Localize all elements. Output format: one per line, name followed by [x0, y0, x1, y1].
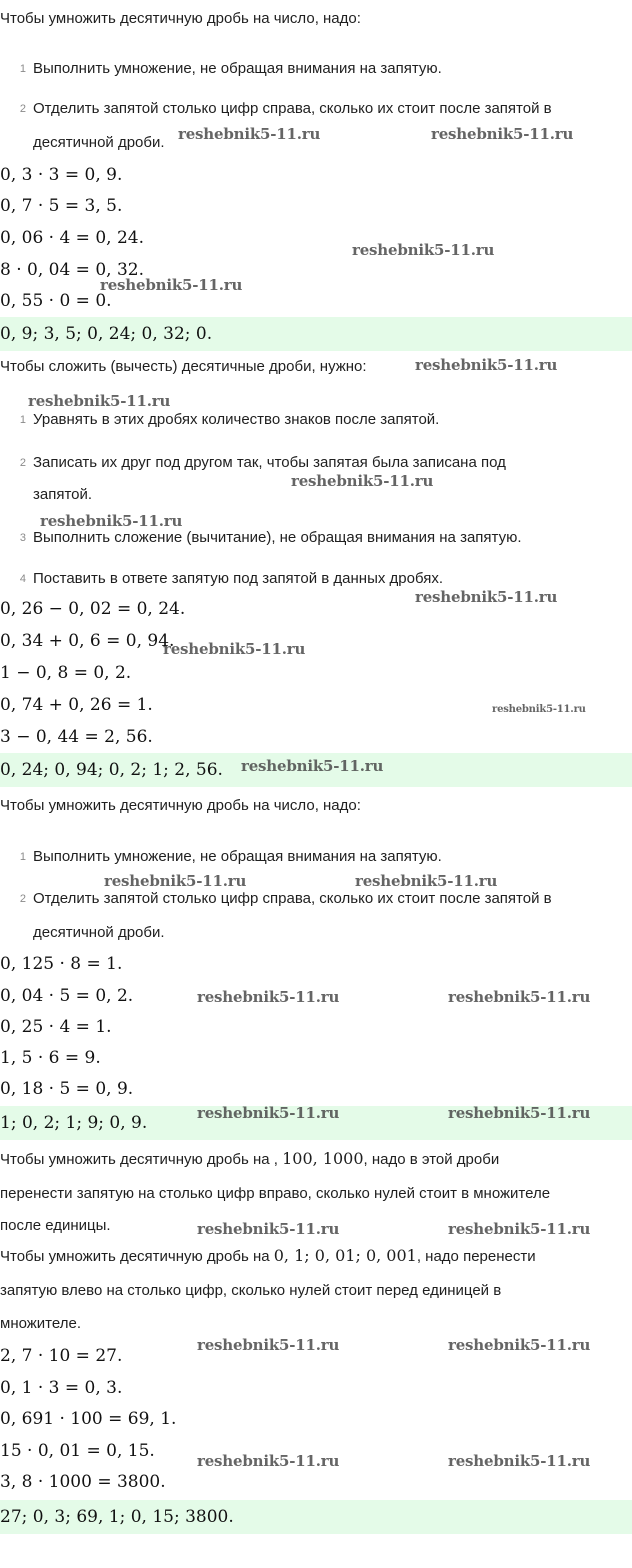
- equation: 0, 26 − 0, 02 = 0, 24.: [0, 599, 186, 619]
- list-number: 1: [19, 63, 26, 75]
- rule-text-part: Чтобы умножить десятичную дробь на ,: [0, 1151, 283, 1168]
- equation: 15 · 0, 01 = 0, 15.: [0, 1441, 155, 1461]
- equation: 0, 55 · 0 = 0.: [0, 291, 112, 311]
- watermark: reshebnik5-11.ru: [431, 125, 574, 143]
- list-number: 2: [19, 457, 26, 469]
- rule-text: множителе.: [0, 1315, 81, 1332]
- rule-text: [0, 1246, 536, 1267]
- watermark: reshebnik5-11.ru: [352, 241, 495, 259]
- watermark: reshebnik5-11.ru: [492, 704, 586, 715]
- equation: 0, 691 · 100 = 69, 1.: [0, 1409, 177, 1429]
- watermark: reshebnik5-11.ru: [163, 640, 306, 658]
- rule-text: [0, 1149, 499, 1170]
- equation: 0, 06 · 4 = 0, 24.: [0, 228, 144, 248]
- answer-text: 0, 24; 0, 94; 0, 2; 1; 2, 56.: [0, 760, 223, 780]
- rule-text-part: , надо в этой дроби: [363, 1151, 500, 1168]
- list-item: Поставить в ответе запятую под запятой в данных дробях.: [33, 570, 444, 587]
- equation: 1 − 0, 8 = 0, 2.: [0, 663, 132, 683]
- watermark: reshebnik5-11.ru: [178, 125, 321, 143]
- rule-text: перенести запятую на столько цифр вправо, сколько нулей стоит в множителе: [0, 1185, 551, 1202]
- answer-box: [0, 317, 632, 351]
- equation: 1, 5 · 6 = 9.: [0, 1048, 101, 1068]
- answer-box: [0, 1500, 632, 1534]
- list-item: Выполнить умножение, не обращая внимания на запятую.: [33, 848, 442, 865]
- watermark: reshebnik5-11.ru: [104, 872, 247, 890]
- list-number: 2: [19, 103, 26, 115]
- rule-text: запятую влево на столько цифр, сколько нулей стоит перед единицей в: [0, 1282, 502, 1299]
- equation: 3 − 0, 44 = 2, 56.: [0, 727, 153, 747]
- rule-math: 100, 1000: [282, 1149, 364, 1168]
- list-item: Выполнить умножение, не обращая внимания на запятую.: [33, 60, 442, 77]
- list-item-continued: десятичной дроби.: [33, 924, 165, 941]
- rule-text-part: Чтобы умножить десятичную дробь на: [0, 1248, 274, 1265]
- equation: 2, 7 · 10 = 27.: [0, 1346, 123, 1366]
- equation: 0, 04 · 5 = 0, 2.: [0, 986, 134, 1006]
- list-number: 1: [19, 414, 26, 426]
- equation: 0, 125 · 8 = 1.: [0, 954, 123, 974]
- rule-text: Чтобы умножить десятичную дробь на число, надо:: [0, 10, 361, 27]
- list-number: 3: [19, 532, 26, 544]
- equation: 0, 34 + 0, 6 = 0, 94.: [0, 631, 175, 651]
- answer-text: 1; 0, 2; 1; 9; 0, 9.: [0, 1113, 148, 1133]
- answer-text: 27; 0, 3; 69, 1; 0, 15; 3800.: [0, 1507, 234, 1527]
- watermark: reshebnik5-11.ru: [448, 1220, 591, 1238]
- watermark: reshebnik5-11.ru: [448, 988, 591, 1006]
- list-number: 4: [19, 573, 26, 585]
- list-item-continued: десятичной дроби.: [33, 134, 165, 151]
- list-item: Выполнить сложение (вычитание), не обращая внимания на запятую.: [33, 529, 522, 546]
- watermark: reshebnik5-11.ru: [197, 988, 340, 1006]
- rule-text: Чтобы умножить десятичную дробь на число, надо:: [0, 797, 361, 814]
- rule-text: после единицы.: [0, 1217, 111, 1234]
- list-item: Записать их друг под другом так, чтобы запятая была записана под: [33, 454, 506, 471]
- equation: 3, 8 · 1000 = 3800.: [0, 1472, 166, 1492]
- watermark: reshebnik5-11.ru: [415, 356, 558, 374]
- equation: 0, 7 · 5 = 3, 5.: [0, 196, 123, 216]
- watermark: reshebnik5-11.ru: [197, 1336, 340, 1354]
- watermark: reshebnik5-11.ru: [291, 472, 434, 490]
- list-item: Уравнять в этих дробях количество знаков после запятой.: [33, 411, 440, 428]
- equation: 0, 1 · 3 = 0, 3.: [0, 1378, 123, 1398]
- list-number: 2: [19, 893, 26, 905]
- watermark: reshebnik5-11.ru: [40, 512, 183, 530]
- watermark: reshebnik5-11.ru: [355, 872, 498, 890]
- watermark: reshebnik5-11.ru: [197, 1452, 340, 1470]
- rule-math: 0, 1; 0, 01; 0, 001: [273, 1246, 417, 1265]
- rule-text-part: , надо перенести: [416, 1248, 536, 1265]
- list-number: 1: [19, 851, 26, 863]
- equation: 0, 74 + 0, 26 = 1.: [0, 695, 153, 715]
- equation: 0, 3 · 3 = 0, 9.: [0, 165, 123, 185]
- watermark: reshebnik5-11.ru: [415, 588, 558, 606]
- watermark: reshebnik5-11.ru: [448, 1104, 591, 1122]
- answer-text: 0, 9; 3, 5; 0, 24; 0, 32; 0.: [0, 324, 213, 344]
- list-item: Отделить запятой столько цифр справа, сколько их стоит после запятой в: [33, 100, 552, 117]
- rule-text: Чтобы сложить (вычесть) десятичные дроби, нужно:: [0, 358, 367, 375]
- watermark: reshebnik5-11.ru: [28, 392, 171, 410]
- equation: 8 · 0, 04 = 0, 32.: [0, 260, 144, 280]
- watermark: reshebnik5-11.ru: [197, 1104, 340, 1122]
- list-item: Отделить запятой столько цифр справа, сколько их стоит после запятой в: [33, 890, 552, 907]
- watermark: reshebnik5-11.ru: [448, 1336, 591, 1354]
- watermark: reshebnik5-11.ru: [197, 1220, 340, 1238]
- list-item-continued: запятой.: [33, 486, 93, 503]
- watermark: reshebnik5-11.ru: [448, 1452, 591, 1470]
- watermark: reshebnik5-11.ru: [241, 757, 384, 775]
- equation: 0, 25 · 4 = 1.: [0, 1017, 112, 1037]
- equation: 0, 18 · 5 = 0, 9.: [0, 1079, 134, 1099]
- watermark: reshebnik5-11.ru: [100, 276, 243, 294]
